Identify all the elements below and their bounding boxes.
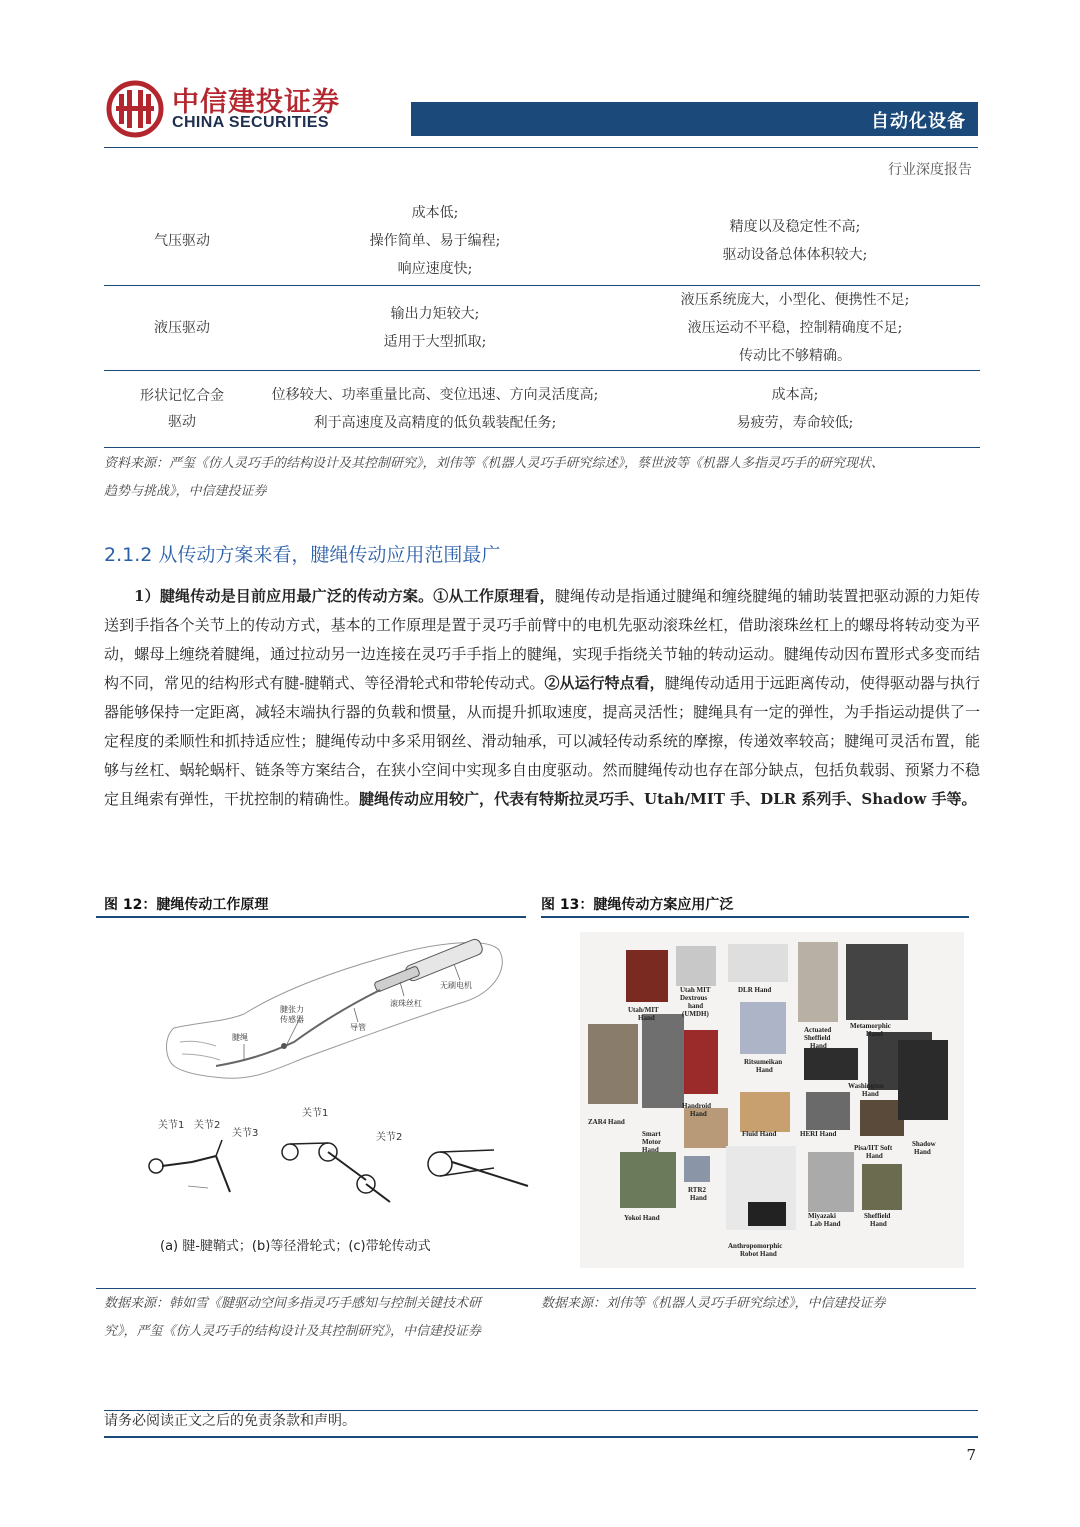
cell-line: 成本低; [411, 204, 459, 221]
cell-line: 位移较大、功率重量比高、变位迅速、方向灵活度高; [271, 387, 599, 403]
logo-english-text: CHINA SECURITIES [172, 114, 329, 131]
figure-13-caption: 图 13：腱绳传动方案应用广泛 [541, 897, 734, 913]
hand-label: Washington [848, 1082, 884, 1090]
para-text: 腱绳传动适用于远距离传动，使得驱动器与执行器能够保持一定距离，减轻末端执行器的负载和惯量，从而提升抓取速度，提高灵活性；腱绳具有一定的弹性，为手指运动提供了一定程度的柔顺性和抓持适应性；腱绳传动中多采用钢丝、滑动轴承，可以减轻传动系统的摩擦，传递效率较高；腱绳可灵活布置，能够与丝杠、蜗轮蜗杆、链条等方案结合，在狭小空间中实现多自由度驱动。然而腱绳传动也存在部分缺点，包括负载弱、预紧力不稳定且绳索有弹性，干扰控制的精确性。 [104, 674, 980, 808]
tendon-diagram [104, 930, 534, 1270]
hand-label: Hand [914, 1148, 931, 1156]
hand-label: Sheffield [804, 1034, 831, 1042]
hand-label: Utah MIT [680, 986, 711, 994]
cell-line: 驱动设备总体体积较大; [722, 246, 868, 263]
hand-label: Hand [866, 1152, 883, 1160]
hand-label: hand [688, 1002, 704, 1010]
page-number: 7 [966, 1446, 976, 1464]
hand-label: Hand [638, 1014, 655, 1022]
cell-line: 传动比不够精确。 [739, 348, 851, 364]
cell-line: 驱动 [168, 414, 196, 430]
figure-12-source-line: 数据来源：韩如雪《腱驱动空间多指灵巧手感知与控制关键技术研 [104, 1296, 482, 1311]
cell-line: 精度以及稳定性不高; [729, 218, 861, 235]
report-type-label: 行业深度报告 [888, 162, 972, 178]
cell-line: 易疲劳，寿命较低; [736, 415, 854, 431]
hand-label: Shadow [912, 1140, 936, 1148]
para-bold-conclusion: 腱绳传动应用较广，代表有特斯拉灵巧手、Utah/MIT 手、DLR 系列手、Shadow 手等。 [359, 790, 977, 808]
table-source-line: 趋势与挑战》，中信建投证券 [104, 484, 267, 499]
label-ballscrew: 滚珠丝杠 [390, 999, 422, 1008]
table-row [104, 286, 980, 371]
cell-line: 液压驱动 [154, 320, 210, 336]
table-cell-type [104, 228, 260, 254]
sector-label: 自动化设备 [871, 111, 966, 132]
logo-chinese-text: 中信建投证券 [172, 87, 340, 118]
hand-label: Hand [810, 1042, 827, 1050]
hand-label: Hand [690, 1194, 707, 1202]
hand-label: Yokoi Hand [624, 1214, 660, 1222]
cell-line: 输出力矩较大; [390, 306, 480, 322]
figure-divider [96, 1288, 976, 1289]
cell-line: 成本高; [771, 387, 819, 403]
table-cell-pros [260, 199, 610, 283]
header-divider [104, 147, 978, 148]
table-cell-pros [260, 300, 610, 356]
cell-line: 操作简单、易于编程; [369, 232, 501, 249]
label-a-joint2: 关节2 [194, 1120, 221, 1131]
hand-label: Hand [642, 1146, 659, 1154]
figure-13-source: 数据来源：刘伟等《机器人灵巧手研究综述》，中信建投证券 [541, 1296, 886, 1311]
tendon-principle-figure [104, 930, 534, 1270]
company-logo [106, 78, 346, 140]
hand-label: Motor [642, 1138, 662, 1146]
cell-line: 适用于大型抓取; [383, 334, 487, 350]
label-b-joint1: 关节1 [302, 1108, 329, 1119]
figure-12-source-line: 究》，严玺《仿人灵巧手的结构设计及其控制研究》，中信建投证券 [104, 1324, 482, 1339]
robot-hands-collage [580, 932, 964, 1268]
footer-divider-bottom [104, 1436, 978, 1438]
hand-label: Miyazaki [808, 1212, 836, 1220]
hand-label: Actuated [804, 1026, 832, 1034]
hand-label: Handroid [682, 1102, 712, 1110]
disclaimer-text: 请务必阅读正文之后的免责条款和声明。 [104, 1413, 356, 1429]
hand-label: ZAR4 Hand [588, 1118, 625, 1126]
logo-emblem-icon [106, 80, 164, 138]
cell-line: 形状记忆合金 [140, 388, 224, 404]
body-paragraph [104, 582, 980, 814]
para-text: 腱绳传动是指通过腱绳和缠绕腱绳的辅助装置把驱动源的力矩传送到手指各个关节上的传动方式，基本的工作原理是置于灵巧手前臂中的电机先驱动滚珠丝杠，借助滚珠丝杠上的螺母将转动变为平动，螺母上缠绕着腱绳，通过拉动另一边连接在灵巧手手指上的腱绳，实现手指绕关节轴的转动运动。腱绳传动因布置形式多变而结构不同，常见的结构形式有腱-腱鞘式、等径滑轮式和带轮传动式。 [104, 587, 980, 692]
label-a-joint1: 关节1 [158, 1120, 185, 1131]
hand-label: HERI Hand [800, 1130, 837, 1138]
table-cell-cons [610, 286, 980, 370]
figure-12-rule [96, 916, 526, 918]
hand-label: Metamorphic [850, 1022, 891, 1030]
figure-12-source [104, 1290, 534, 1346]
cell-line: 响应速度快; [397, 260, 473, 277]
para-bold-lead: 1）腱绳传动是目前应用最广泛的传动方案。①从工作原理看， [134, 587, 555, 605]
table-cell-cons [610, 381, 980, 437]
hand-label: Fluid Hand [742, 1130, 777, 1138]
hand-label: DLR Hand [738, 986, 772, 994]
sector-banner [411, 102, 978, 136]
hand-label: Hand [690, 1110, 707, 1118]
table-cell-type [104, 315, 260, 341]
table-source [104, 450, 980, 506]
figure-13-rule [541, 916, 969, 918]
label-sensor-2: 传感器 [280, 1015, 304, 1024]
hand-label: Hand [870, 1220, 887, 1228]
table-cell-cons [610, 213, 980, 269]
cell-line: 液压运动不平稳，控制精确度不足; [687, 320, 903, 336]
robot-hands-grid [580, 932, 964, 1268]
label-conduit: 导管 [350, 1023, 366, 1032]
para-bold-point: ②从运行特点看， [544, 674, 665, 692]
cell-line: 气压驱动 [154, 232, 210, 249]
table-source-line: 资料来源：严玺《仿人灵巧手的结构设计及其控制研究》，刘伟等《机器人灵巧手研究综述》，蔡世波等《机器人多指灵巧手的研究现状、 [104, 456, 885, 471]
table-cell-pros [260, 381, 610, 437]
label-motor: 无刷电机 [440, 981, 472, 990]
hand-label: Smart [642, 1130, 661, 1138]
hand-label: Hand [756, 1066, 773, 1074]
cell-line: 利于高速度及高精度的低负载装配任务; [313, 415, 557, 431]
cell-line: 液压系统庞大，小型化、便携性不足; [680, 292, 910, 308]
hand-label: Anthropomorphic [728, 1242, 783, 1250]
table-row [104, 371, 980, 448]
label-b-joint2: 关节2 [376, 1132, 403, 1143]
hand-label: Hand [862, 1090, 879, 1098]
section-heading: 2.1.2 从传动方案来看，腱绳传动应用范围最广 [104, 544, 501, 566]
hand-label: Hand [866, 1030, 883, 1038]
hand-label: Utah/MIT [628, 1006, 659, 1014]
hand-label: Pisa/IIT Soft [854, 1144, 893, 1152]
figure-12-caption: 图 12：腱绳传动工作原理 [104, 897, 269, 913]
label-tendon: 腱绳 [232, 1033, 248, 1042]
hand-label: Lab Hand [810, 1220, 841, 1228]
drive-comparison-table [104, 196, 980, 506]
hand-label: Robot Hand [740, 1250, 777, 1258]
hand-label: Sheffield [864, 1212, 891, 1220]
hand-label: Ritsumeikan [744, 1058, 783, 1066]
figure-12-subcaption: (a) 腱-腱鞘式；(b)等径滑轮式；(c)带轮传动式 [160, 1239, 431, 1254]
hand-label: RTR2 [688, 1186, 707, 1194]
table-row [104, 196, 980, 286]
table-cell-type [104, 383, 260, 435]
label-a-joint3: 关节3 [232, 1128, 259, 1139]
hand-label: (UMDH) [682, 1010, 709, 1018]
label-sensor-1: 腱张力 [280, 1005, 304, 1014]
hand-label: Dextrous [680, 994, 708, 1002]
